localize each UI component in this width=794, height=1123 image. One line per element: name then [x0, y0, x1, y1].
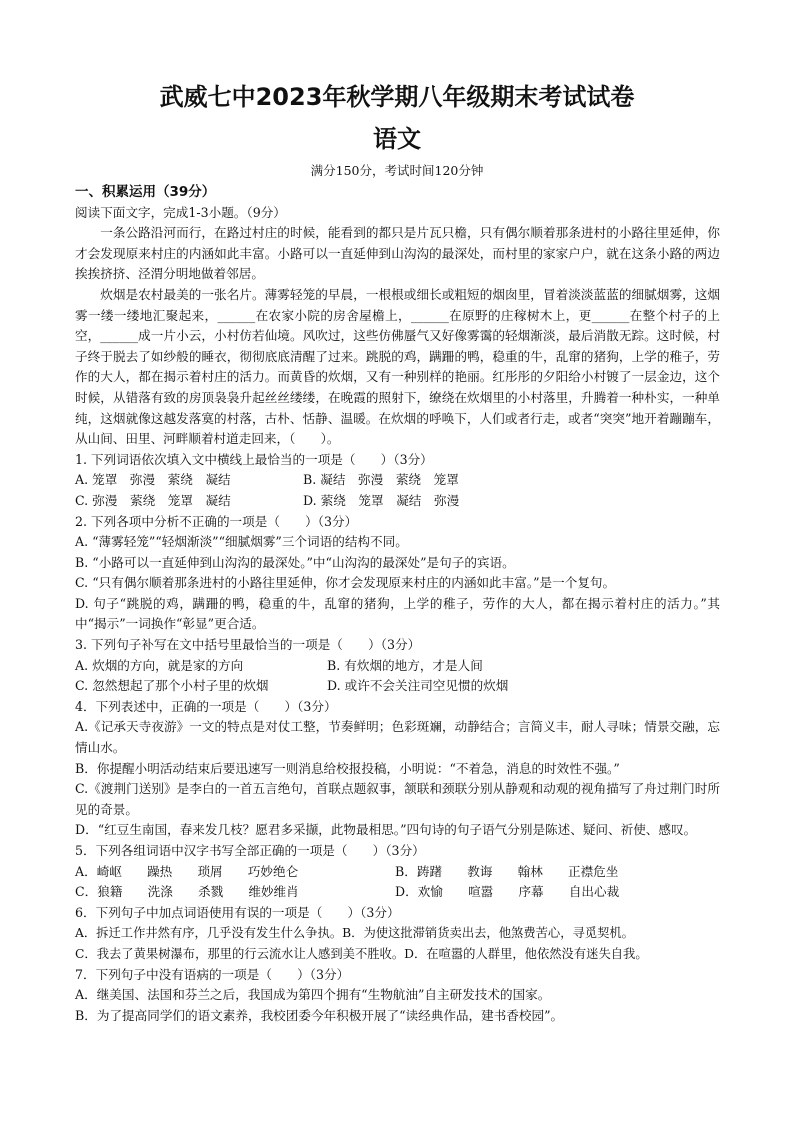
option-c: C. 忽然想起了那个小村子里的炊烟	[75, 678, 269, 694]
option-a: A. “薄雾轻笼”“轻烟渐淡”“细腻烟雾”三个词语的结构不同。	[75, 534, 408, 550]
option-c: C.《渡荆门送别》是李白的一首五言绝句，首联点题叙事，颔联和颈联分别从静观和动观的视角描写了舟过荆门时所见的奇景。	[75, 781, 720, 817]
question-3-options-row-2	[75, 676, 720, 697]
option-a: A. 炊烟的方向，就是家的方向	[75, 657, 244, 673]
option-b: B．你提醒小明活动结束后要迅速写一则消息给校报投稿，小明说：“不着急，消息的时效性不强。”	[75, 760, 620, 776]
option-c: C．狼籍 洗涤 杀戮 维妙维肖	[75, 884, 299, 900]
question-5-options-row-1	[75, 862, 720, 883]
question-5-stem: 5．下列各组词语中汉字书写全部正确的一项是（ ）（3分）	[75, 843, 425, 858]
section-heading: 一、积累运用（39分）	[75, 184, 216, 200]
reading-intro: 阅读下面文字，完成1-3小题。（9分）	[75, 204, 286, 220]
passage-paragraph-1: 一条公路沿河而行，在路过村庄的时候，能看到的都只是片瓦只檐，只有偶尔顺着那条进村的小路往里延伸，你才会发现原来村庄的内涵如此丰富。小路可以一直延伸到山沟沟的最深处，而村里的家家户户，就在这条小路的两边挨挨挤挤、泾渭分明地做着邻居。	[75, 225, 720, 282]
question-7-stem: 7．下列句子中没有语病的一项是（ ）（3分）	[75, 966, 350, 982]
option-b: B．为了提高同学们的语文素养，我校团委今年积极开展了“读经典作品，建书香校园”。	[75, 1007, 564, 1023]
question-6-stem: 6．下列句子中加点词语使用有误的一项是（ ）（3分）	[75, 904, 400, 920]
score-time-line: 满分150分，考试时间120分钟	[310, 163, 484, 178]
option-d: D．“红豆生南国，春来发几枝？愿君多采撷，此物最相思。”四句诗的句子语气分别是陈述、疑问、祈使、感叹。	[75, 822, 697, 838]
option-d: D. 句子“跳脱的鸡，蹒跚的鸭，稳重的牛，乱窜的猪狗，上学的稚子，劳作的大人，都在揭示着村庄的活力。”其中“揭示”一词换作“彰显”更合适。	[75, 595, 720, 632]
option-d: D. 萦绕 笼罩 凝结 弥漫	[303, 492, 460, 508]
question-1-options-row-1	[75, 470, 720, 491]
question-3-stem: 3. 下列句子补写在文中括号里最恰当的一项是（ ）（3分）	[75, 637, 421, 653]
option-b: B．踌躇 教诲 翰林 正襟危坐	[395, 863, 619, 879]
question-4-stem: 4．下列表述中，正确的一项是（ ）（3分）	[75, 698, 337, 714]
option-a: A．崎岖 躁热 琐屑 巧妙绝仑	[75, 863, 299, 879]
option-b: B. “小路可以一直延伸到山沟沟的最深处。”中“山沟沟的最深处”是句子的宾语。	[75, 554, 515, 570]
exam-title: 武威七中2023年秋学期八年级期末考试试卷	[159, 83, 635, 111]
option-d: D．欢愉 喧嚣 序幕 自出心裁	[395, 884, 620, 900]
question-1-stem: 1. 下列词语依次填入文中横线上最恰当的一项是（ ）（3分）	[75, 451, 433, 467]
option-a: A.《记承天寺夜游》一文的特点是对仗工整，节奏鲜明；色彩斑斓，动静结合；言简义丰，耐人寻味；情景交融，忘情山水。	[75, 719, 720, 756]
passage-paragraph-2: 炊烟是农村最美的一张名片。薄雾轻笼的早晨，一根根或细长或粗短的烟囱里，冒着淡淡蓝蓝的细腻烟雾，这烟雾一缕一缕地汇聚起来，______在农家小院的房舍屋檐上，______在原野的庄稼树木上，更______在整个村子的上空，______成一片小云，小村仿若仙境。风吹过，这些仿佛蜃气又好像雾霭的轻烟渐淡，最后消散无踪。这时候，村子终于脱去了如纱般的睡衣，彻彻底底清醒了过来。跳脱的鸡，蹒跚的鸭，稳重的牛，乱窜的猪狗，上学的稚子，劳作的大人，都在揭示着村庄的活力。而黄昏的炊烟，又有一种别样的艳丽。红彤彤的夕阳给小村镀了一层金边，这个时候，从错落有致的房顶袅袅升起丝丝缕缕，在晚霞的照射下，缭绕在炊烟里的小村落里，升腾着一种朴实，一种单纯，这烟就像这越发落寞的村落，古朴、恬静、温暖。在炊烟的呼唤下，人们或者行走，或者“突突”地开着蹦蹦车，从山间、田里、河畔顺着村道走回来，（ ）。	[75, 286, 720, 447]
question-6-options-line-2: C．我去了黄果树瀑布，那里的行云流水让人感到美不胜收。D．在喧嚣的人群里，他依然没有迷失自我。	[75, 946, 648, 961]
question-5-options-row-2	[75, 882, 720, 903]
option-c: C. “只有偶尔顺着那条进村的小路往里延伸，你才会发现原来村庄的内涵如此丰富。”是一个复句。	[75, 575, 616, 591]
option-d: D. 或许不会关注司空见惯的炊烟	[327, 678, 509, 694]
question-1-options-row-2	[75, 491, 720, 512]
option-a: A．继美国、法国和芬兰之后，我国成为第四个拥有“生物航油”自主研发技术的国家。	[75, 987, 551, 1003]
exam-content	[75, 182, 720, 1026]
question-3-options-row-1	[75, 656, 720, 677]
question-6-options-line-1: A．拆迁工作井然有序，几乎没有发生什么争执。B．为使这批滞销货卖出去，他煞费苦心，寻觅契机。	[75, 926, 634, 941]
option-c: C. 弥漫 萦绕 笼罩 凝结	[75, 492, 231, 508]
option-b: B. 有炊烟的地方，才是人间	[327, 657, 483, 673]
question-2-stem: 2. 下列各项中分析不正确的一项是（ ）（3分）	[75, 513, 358, 529]
option-b: B. 凝结 弥漫 萦绕 笼罩	[303, 472, 459, 488]
option-a: A. 笼罩 弥漫 萦绕 凝结	[75, 472, 231, 488]
subject-title: 语文	[373, 125, 421, 153]
